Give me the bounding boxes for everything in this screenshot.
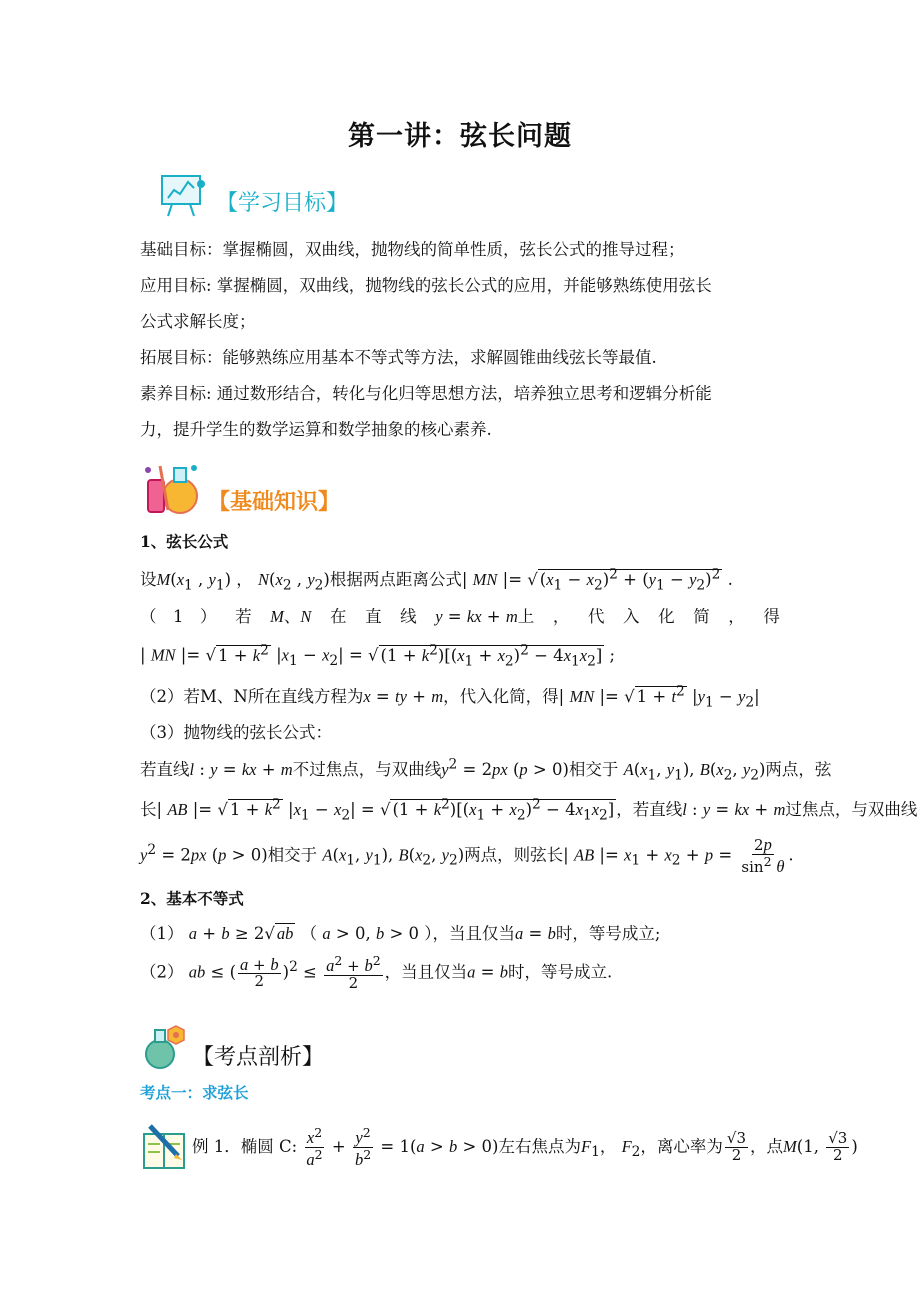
basics-heading-inequality: 2、基本不等式 [140,889,244,908]
case-1-line: （ 1 ） 若 M、N 在 直 线 y = kx + m上 ， 代 入 化 简 ， 得 [140,607,780,626]
goal-extended: 拓展目标：能够熟练应用基本不等式等方法，求解圆锥曲线弦长等最值. [140,348,657,367]
goal-applied-cont: 公式求解长度； [140,312,256,331]
chord-definition-line: 设$M(x_1$ , $y_1$) ， $N(x_2$ , $y_2$)根据两点距离公式| MN |= √ $(x_1 - x_2)^2 + (y_1 - y_2)^2$ . [140,566,733,594]
presentation-board-icon [158,172,208,218]
goal-literacy-cont: 力，提升学生的数学运算和数学抽象的核心素养. [140,420,492,439]
case-2-line: （2）若M、N所在直线方程为x = ty + m，代入化简，得| MN |= √ $1 + t^2$ $|y_1 - y_2|$ [140,683,760,711]
chemistry-flask-icon [140,1020,190,1070]
notebook-pencil-icon [140,1122,192,1174]
goal-applied: 应用目标: 掌握椭圆，双曲线，抛物线的弦长公式的应用，并能够熟练使用弦长 [140,276,712,295]
parabola-line-1: 若直线l : y = kx + m不过焦点，与双曲线$y^2 = 2px$ (p > 0)相交于 $A(x_1$, $y_1$), $B(x_2$, $y_2$)两点，弦 [140,756,832,784]
inequality-2: （2） ab ≤ ( $\frac{a + b}{2}$ )$^2$ ≤ $\frac{a^2 + b^2}{2}$ ，当且仅当a = b时，等号成立. [140,953,613,992]
example-1-line: 例 1．椭圆 C: $\frac{x^2}{a^2}$ + $\frac{y^2}{b^2}$ = 1(a > b > 0)左右焦点为$F_1$， $F_2$，离心率为 $\frac{√3}{2}$ ，点M(1, $\frac{√3}{2}$ ) [192,1125,858,1169]
parabola-line-2: 长| AB |= √ $1 + k^2$ $|x_1 - x_2|$ = √ $(1 + k^2)[(x_1 + x_2)^2 - 4x_1x_2]$ ，若直线l : y = kx + m过焦点，与双曲线 [140,796,918,824]
goal-literacy: 素养目标: 通过数形结合，转化与化归等思想方法，培养独立思考和逻辑分析能 [140,384,712,403]
lab-flask-icon [140,460,202,516]
inequality-1: （1） a + b ≥ 2√ ab （ a > 0, b > 0 ），当且仅当a = b时，等号成立; [140,924,661,943]
page-title: 第一讲：弦长问题 [348,121,572,152]
section-goals-heading: 【学习目标】 [216,191,349,216]
case-1-formula: | MN |= √ $1 + k^2$ $|x_1 - x_2|$ = √ $(1 + k^2)[(x_1 + x_2)^2 - 4x_1x_2]$ ; [140,642,616,669]
kp1-heading: 考点一：求弦长 [140,1083,249,1102]
basics-heading-chord: 1、弦长公式 [140,532,229,551]
goal-basic: 基础目标：掌握椭圆，双曲线，抛物线的简单性质，弦长公式的推导过程； [140,240,685,259]
section-basics-heading: 【基础知识】 [208,489,341,515]
section-analysis-heading: 【考点剖析】 [192,1045,325,1070]
parabola-line-3: $y^2 = 2px$ (p > 0)相交于 $A(x_1$, $y_1$), $B(x_2$, $y_2$)两点，则弦长| AB |= $x_1 + x_2 + p$ = $\frac{2p}{\sin^2 \theta}$ . [140,835,794,876]
case-3-line: （3）抛物线的弦长公式： [140,723,332,742]
